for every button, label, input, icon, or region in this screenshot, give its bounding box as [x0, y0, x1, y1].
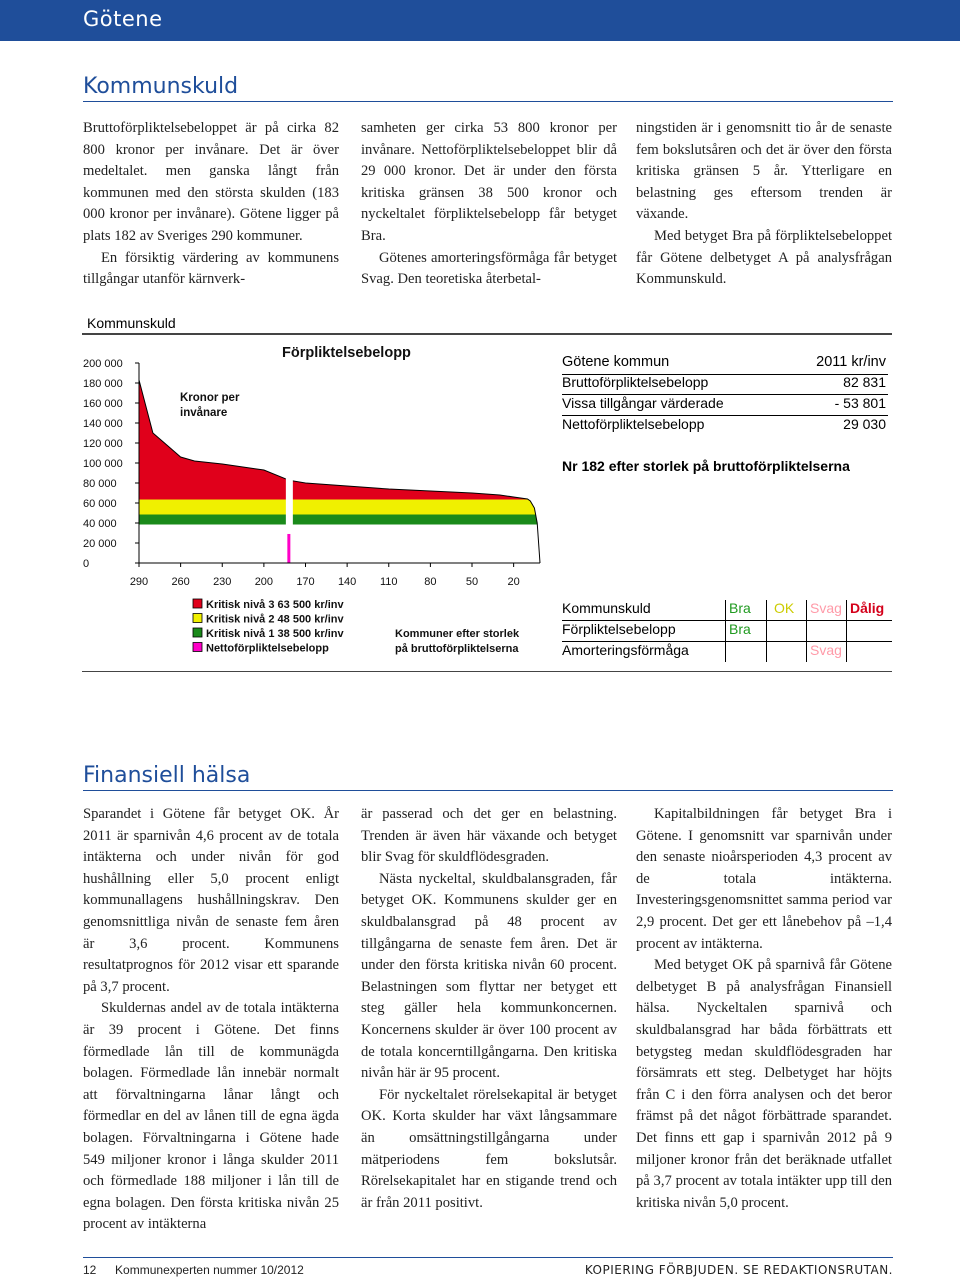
band-below-level-1 [139, 525, 540, 564]
y-tick-label: 140 000 [83, 418, 123, 430]
x-tick-label: 260 [171, 576, 190, 588]
y-tick-label: 120 000 [83, 438, 123, 450]
table-divider [725, 600, 726, 662]
x-tick-label: 110 [379, 576, 398, 588]
values-table [562, 354, 888, 484]
x-axis-label: Kommuner efter storlek [395, 628, 520, 640]
table-header-year: 2011 kr/inv [816, 354, 886, 370]
copyright-notice: KOPIERING FÖRBJUDEN. SE REDAKTIONSRUTAN. [584, 1263, 893, 1277]
table-divider [806, 600, 807, 662]
grade-row-label: Kommunskuld [562, 600, 651, 616]
x-tick-label: 290 [129, 576, 149, 588]
paragraph: Götenes amorteringsförmåga får betyget Svag. Den teoretiska återbetal- [361, 249, 617, 288]
legend-swatch [193, 599, 202, 608]
x-tick-label: 140 [337, 576, 357, 588]
x-tick-label: 230 [213, 576, 232, 588]
grade-bra: Bra [729, 621, 751, 637]
x-tick-label: 50 [465, 576, 479, 588]
row-value: 82 831 [843, 374, 886, 390]
box-title: Kommunskuld [87, 315, 176, 331]
x-tick-label: 20 [507, 576, 520, 588]
grade-svag: Svag [810, 642, 842, 658]
y-tick-label: 160 000 [83, 398, 123, 410]
footer-rule [83, 1257, 893, 1258]
legend-swatch [193, 643, 202, 652]
footer-left [83, 1263, 304, 1277]
grade-table [562, 600, 892, 662]
net-liability-bar [287, 534, 290, 563]
divider [83, 790, 893, 791]
paragraph: För nyckeltalet rörelsekapital är betyget OK. Korta skulder har växt långsammare än omsättningstillgångarna under mätperiodens fem bokslutsår. Rörelsekapitalet har en stigande trend och är från 2011 positivt. [361, 1086, 617, 1211]
legend-label: Nettoförpliktelsebelopp [206, 642, 329, 655]
legend-label: Kritisk nivå 2 48 500 kr/inv [206, 613, 344, 626]
y-axis-label: invånare [180, 407, 228, 419]
bands-group [139, 353, 540, 563]
y-tick-label: 60 000 [83, 498, 117, 510]
row-label: Nettoförpliktelsebelopp [562, 416, 705, 432]
publication-name: Kommunexperten nummer 10/2012 [115, 1263, 304, 1277]
y-tick-label: 200 000 [83, 358, 123, 370]
paragraph: En försiktig värdering av kommunens tillgångar utanför kärnverk- [83, 249, 339, 288]
grade-row-label: Amorteringsförmåga [562, 642, 689, 658]
y-tick-label: 80 000 [83, 478, 117, 490]
grade-row [562, 642, 892, 662]
x-tick-label: 200 [254, 576, 274, 588]
paragraph: samheten ger cirka 53 800 kronor per invånare. Nettoförpliktelsebeloppet blir då 29 000 kronor. Det är under den första kritiska gränsen 38 500 kronor och nyckeltalet förpliktelsebelopp får betyget Bra. [361, 120, 617, 244]
x-tick-label: 170 [296, 576, 315, 588]
section-heading-finansiell-halsa: Finansiell hälsa [83, 763, 251, 788]
row-label: Bruttoförpliktelsebelopp [562, 374, 709, 390]
paragraph: Skuldernas andel av de totala intäkterna är 39 procent i Götene. Det finns förmedlade lån till de kommunägda bolagen. Förmedlade lån innebär normalt att förvaltningarna lånar långt och förmedlar en del av lånen till de egna ägda bolagen. Förvaltningarna i Götene hade 549 miljoner kronor i långa skulder 2011 och förmedlade 188 miljoner i lån till de egna bolagen. Den första kritiska nivån 25 procent av intäkterna [83, 1000, 339, 1233]
legend-label: Kritisk nivå 1 38 500 kr/inv [206, 628, 344, 640]
text-column-1 [83, 804, 339, 1236]
paragraph: Med betyget Bra på förpliktelsebeloppet får Götene delbetyget A på analysfrågan Kommunskuld. [636, 227, 892, 288]
grade-row [562, 621, 892, 642]
legend [193, 599, 344, 655]
row-value: - 53 801 [834, 395, 886, 411]
paragraph: Kapitalbildningen får betyget Bra i Götene. I genomsnitt var sparnivån under den senaste nioårsperioden 4,3 procent av de totala intäkterna. Investeringsgenomsnittet samma period var 2,9 procent. Det ger ett lånebehov på –1,4 procent av intäkterna. [636, 806, 892, 952]
paragraph: är passerad och det ger en belastning. Trenden är även här växande och betyget blir Svag för skuldflödesgraden. [361, 806, 617, 866]
page-number: 12 [83, 1263, 97, 1277]
table-row [562, 395, 888, 416]
legend-swatch [193, 628, 202, 637]
text-column-3 [636, 804, 892, 1214]
legend-swatch [193, 614, 202, 623]
table-header-label: Götene kommun [562, 354, 670, 370]
y-tick-label: 0 [83, 558, 90, 570]
row-value: 29 030 [843, 416, 886, 432]
rank-text: Nr 182 efter storlek på bruttoförpliktelserna [562, 458, 850, 474]
band-level-1 [139, 515, 540, 525]
row-label: Vissa tillgångar värderade [562, 395, 724, 411]
box-bottom-rule [82, 671, 892, 672]
text-column-2 [361, 804, 617, 1214]
table-header [562, 354, 888, 375]
table-row [562, 374, 888, 395]
paragraph: Med betyget OK på sparnivå får Götene delbetyget B på analysfrågan Finansiell hälsa. Nyckeltalen sparnivå och skuldbalansgrad har båda förbättrats ett betygsteg medan skuldflödesgraden har försämrats ett steg. Delbetyget har höjts från C i den förra analysen och det beror främst på det något förbättrade sparandet. Det finns ett gap i sparnivån 2012 på 9 miljoner kronor från det beräknade utfallet på 3,7 procent av totala intäkter upp till den kritiska nivån 5,0 procent. [636, 957, 892, 1211]
y-tick-label: 100 000 [83, 458, 123, 470]
table-row [562, 416, 888, 436]
chart-title: Förpliktelsebelopp [282, 345, 411, 361]
grade-row [562, 600, 892, 621]
band-level-3 [139, 353, 540, 500]
y-tick-label: 20 000 [83, 538, 117, 550]
y-tick-label: 40 000 [83, 518, 117, 530]
x-tick-label: 80 [424, 576, 437, 588]
paragraph: ningstiden är i genomsnitt tio år de senaste fem bokslutsåren och det är över den första kritiska gränsen 5 år. Ytterligare en belastning ges eftersom trenden är växande. [636, 120, 892, 223]
band-level-2 [139, 500, 540, 515]
header-title: Götene [83, 7, 163, 31]
y-tick-label: 180 000 [83, 378, 123, 390]
table-divider [846, 600, 847, 662]
grade-dalig: Dålig [850, 600, 885, 616]
grade-bra: Bra [729, 600, 751, 616]
paragraph: Bruttoförpliktelsebeloppet är på cirka 82 800 kronor per invånare. Det är över medeltalet. men ganska långt från kommunen med den största skulden (183 000 kronor per invånare). Götene ligger på plats 182 av Sveriges 290 kommuner. [83, 120, 339, 244]
legend-label: Kritisk nivå 3 63 500 kr/inv [206, 599, 344, 611]
x-axis-label: på bruttoförpliktelserna [395, 643, 519, 655]
grade-svag: Svag [810, 600, 842, 616]
grade-row-label: Förpliktelsebelopp [562, 621, 676, 637]
table-divider [766, 600, 767, 662]
section-heading-kommunskuld: Kommunskuld [83, 74, 239, 99]
grade-ok: OK [774, 600, 795, 616]
paragraph: Nästa nyckeltal, skuldbalansgraden, får betyget OK. Kommunens skulder ger en skuldbalansgrad på 48 procent av tillgångarna de senaste fem åren. Det är under den första kritiska nivån 60 procent. Belastningen som flyttar ner betyget ett steg gäller hela kommunkoncernen. Koncernens skulder är över 100 procent av de totala koncerntillgångarna. Den kritiska nivån här är 95 procent. [361, 870, 617, 1082]
y-axis-label: Kronor per [180, 392, 240, 404]
paragraph: Sparandet i Götene får betyget OK. År 2011 är sparnivån 4,6 procent av de totala intäkterna och under nivån för god hushållning eller 5,0 procent enligt kommunallagens hushållningskrav. Den genomsnittliga nivån de senaste fem åren är 3,6 procent. Kommunens resultatprognos för 2012 visar ett sparande på 3,7 procent. [83, 806, 339, 995]
